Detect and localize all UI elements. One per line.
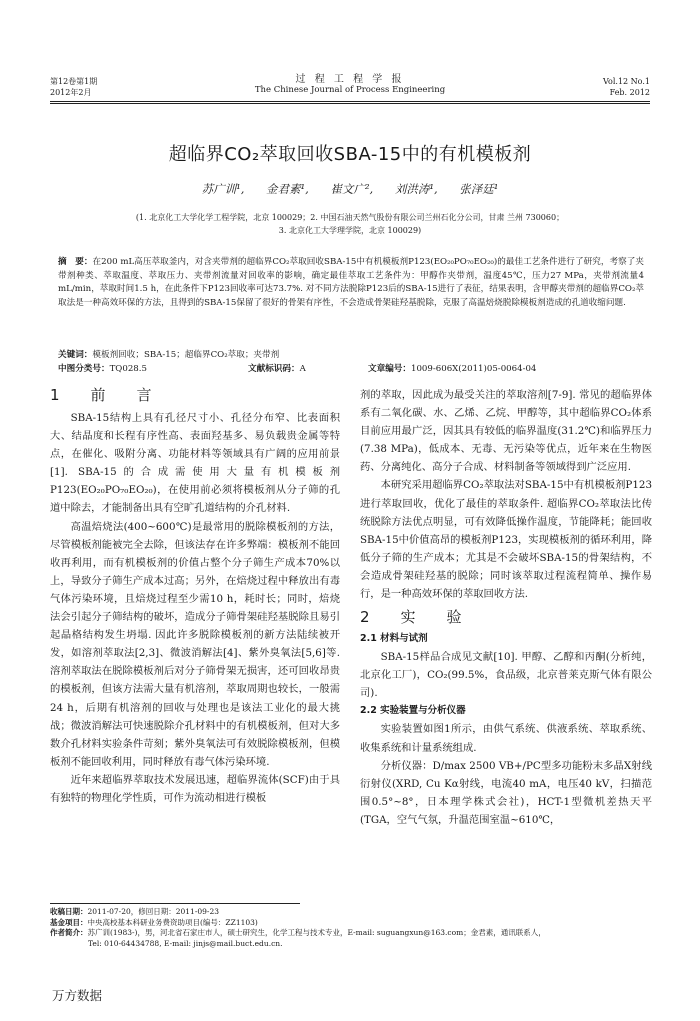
received-label: 收稿日期： — [50, 907, 88, 916]
section-2-heading: 2 实 验 — [360, 608, 470, 627]
wanfang-watermark: 万方数据 — [52, 988, 103, 1003]
volume-cn: 第12卷第1期 — [50, 77, 98, 86]
fund-label: 基金项目： — [50, 917, 88, 927]
abstract-text: 在200 mL高压萃取釜内，对含夹带剂的超临界CO₂萃取回收SBA-15中有机模板剂P123(EO₂₀PO₇₀EO₂₀)的最佳工艺条件进行了研究，考察了夹带剂种类、萃取温度、萃取压力、夹带剂流量对回收率的影响，确定最佳萃取工艺条件为：甲醇作夹带剂，温度45℃，压力27 MPa，夹带剂流量4 mL/min，萃取时间1.5 h，在此条件下P123回收率可达73.7%. 对不同方法脱除P123后的SBA-15进行了表征，结果表明，含甲醇夹带剂的超临界CO₂萃取法是一种高效环保的方法，且得到的SBA-15保留了很好的骨架有序性，不会造成骨架硅羟基脱除，克服了高温焙烧脱除模板剂造成的孔道收缩问题. — [58, 257, 644, 308]
clc-code: TQ028.5 — [109, 364, 147, 374]
instruments-paragraph: 分析仪器：D/max 2500 VB+/PC型多功能粉末多晶X射线衍射仪(XRD, Cu Kα射线，电流40 mA，电压40 kV，扫描范围0.5°~8°，日本理学株式会社)，HCT-1型微机差热天平(TGA，空气气氛，升温范围室温~610℃， — [360, 759, 652, 826]
author-list — [50, 181, 650, 197]
keywords-text: 模板剂回收；SBA-15；超临界CO₂萃取；夹带剂 — [92, 350, 280, 360]
materials-paragraph: SBA-15样品合成见文献[10]. 甲醇、乙醇和丙酮(分析纯，北京化工厂)，CO₂(99.5%，食品级，北京普莱克斯气体有限公司). — [360, 651, 652, 700]
author-3: 崔文广², — [330, 182, 374, 196]
author-bio: 苏广训(1983-)，男，河北省石家庄市人，硕士研究生，化学工程与技术专业，E-mail: suguangxun@163.com；金君素，通讯联系人， — [87, 928, 546, 937]
author-5: 张泽廷¹ — [459, 182, 499, 196]
left-column — [50, 409, 340, 807]
intro-paragraph-3-continued: 剂的萃取，因此成为最受关注的萃取溶剂[7-9]. 常见的超临界体系有二氧化碳、水、乙烯、乙烷、甲醇等，其中超临界CO₂体系目前应用最广泛，因其具有较低的临界温度(31.2℃)和临界压力(7.38 MPa)，低成本、无毒、无污染等优点，近年来在生物医药、分离纯化、高分子合成、材料制备等领域得到广泛应用. — [360, 389, 652, 474]
author-1: 苏广训¹, — [201, 182, 245, 196]
running-header-center — [200, 74, 500, 96]
abstract-label: 摘 要： — [58, 257, 93, 267]
doc-code: A — [299, 364, 306, 374]
author-2: 金君素¹, — [266, 182, 309, 196]
affiliation-line-1: (1. 北京化工大学化学工程学院，北京 100029；2. 中国石油天然气股份有限公司兰州石化分公司，甘肃 兰州 730060； — [135, 213, 565, 222]
author-4: 刘洪涛¹, — [394, 182, 438, 196]
section-1-heading: 1 前 言 — [50, 386, 160, 404]
journal-title-cn: 过 程 工 程 学 报 — [295, 74, 405, 85]
running-header-right — [603, 76, 650, 98]
running-header-left — [50, 76, 97, 98]
apparatus-paragraph: 实验装置如图1所示，由供气系统、供液系统、萃取系统、收集系统和计量系统组成. — [360, 723, 652, 754]
contact-line: Tel: 010-64434788, E-mail: jinjs@mail.buct.edu.cn. — [88, 938, 283, 948]
subsection-2-2-heading: 2.2 实验装置与分析仪器 — [360, 705, 466, 717]
intro-paragraph-2: 高温焙烧法(400~600℃)是最常用的脱除模板剂的方法，尽管模板剂能被完全去除，但该法存在许多弊端：模板剂不能回收再利用，而有机模板剂的价值占整个分子筛生产成本70%以上，导致分子筛生产成本过高；另外，在焙烧过程中释放出有毒气体污染环境，且焙烧过程至少需10 h，耗时长；同时，焙烧法会引起分子筛结构的破坏，造成分子筛骨架硅羟基脱除且易引起晶格结构发生坍塌. 因此许多脱除模板剂的新方法陆续被开发，如溶剂萃取法[2,3]、微波消解法[4]、紫外臭氧法[5,6]等. 溶剂萃取法在脱除模板剂后对分子筛骨架无损害，还可回收昂贵的模板剂，但该方法需大量有机溶剂，萃取周期也较长，一般需24 h，后期有机溶剂的回收与处理也是该法工业化的最大挑战；微波消解法可快速脱除介孔材料中的有机模板剂，但对大多数介孔材料实验条件苛刻；紫外臭氧法可有效脱除模板剂，但模板剂不能回收利用，同时释放有毒气体污染环境. — [50, 520, 340, 768]
intro-paragraph-1: SBA-15结构上具有孔径尺寸小、孔径分布窄、比表面积大、结晶度和长程有序性高、表面羟基多、易负载贵金属等特点，在催化、吸附分离、功能材料等领域具有广阔的应用前景[1]. SBA-15的合成需使用大量有机模板剂P123(EO₂₀PO₇₀EO₂₀)，在使用前必须将模板剂从分子筛的孔道中除去，才能制备出具有空旷孔道结构的介孔材料. — [50, 412, 340, 515]
abstract — [58, 256, 644, 310]
intro-paragraph-3-start: 近年来超临界萃取技术发展迅速，超临界流体(SCF)由于具有独特的物理化学性质，可作为流动相进行模板 — [50, 773, 340, 804]
author-bio-label: 作者简介： — [50, 928, 88, 937]
received-dates: 2011-07-20，修回日期：2011-09-23 — [87, 907, 219, 916]
footnote — [50, 907, 650, 949]
date-en: Feb. 2012 — [609, 88, 650, 97]
subsection-2-1-heading: 2.1 材料与试剂 — [360, 633, 428, 645]
affiliation-line-2: 3. 北京化工大学理学院，北京 100029) — [278, 226, 422, 235]
intro-paragraph-4: 本研究采用超临界CO₂萃取法对SBA-15中有机模板剂P123进行萃取回收，优化了最佳的萃取条件. 超临界CO₂萃取法比传统脱除方法优点明显，可有效降低操作温度，节能降耗；能回收SBA-15中价值高昂的模板剂P123，实现模板剂的循环利用，降低分子筛的生产成本；尤其是不会破坏SBA-15的骨架结构，不会造成骨架硅羟基的脱除；同时该萃取过程流程简单、操作易行，是一种高效环保的萃取回收方法. — [360, 479, 652, 601]
date-cn: 2012年2月 — [50, 88, 92, 97]
journal-title-en: The Chinese Journal of Process Engineering — [254, 85, 446, 95]
header-rule-thin — [50, 103, 650, 104]
clc-label: 中图分类号： — [58, 364, 110, 374]
doc-code-label: 文献标识码： — [248, 364, 300, 374]
keywords-label: 关键词： — [58, 350, 93, 360]
right-column — [360, 386, 652, 829]
paper-title: 超临界CO₂萃取回收SBA-15中的有机模板剂 — [168, 144, 532, 165]
affiliations — [70, 211, 630, 237]
footnote-rule — [50, 903, 300, 904]
article-id-label: 文章编号： — [368, 364, 411, 374]
article-id: 1009-606X(2011)05-0064-04 — [410, 364, 537, 374]
header-rule — [50, 101, 650, 102]
keywords — [58, 349, 644, 362]
volume-en: Vol.12 No.1 — [603, 77, 650, 86]
fund-text: 中央高校基本科研业务费资助项目(编号：ZZ1103) — [87, 917, 258, 927]
classification-line — [58, 363, 644, 376]
